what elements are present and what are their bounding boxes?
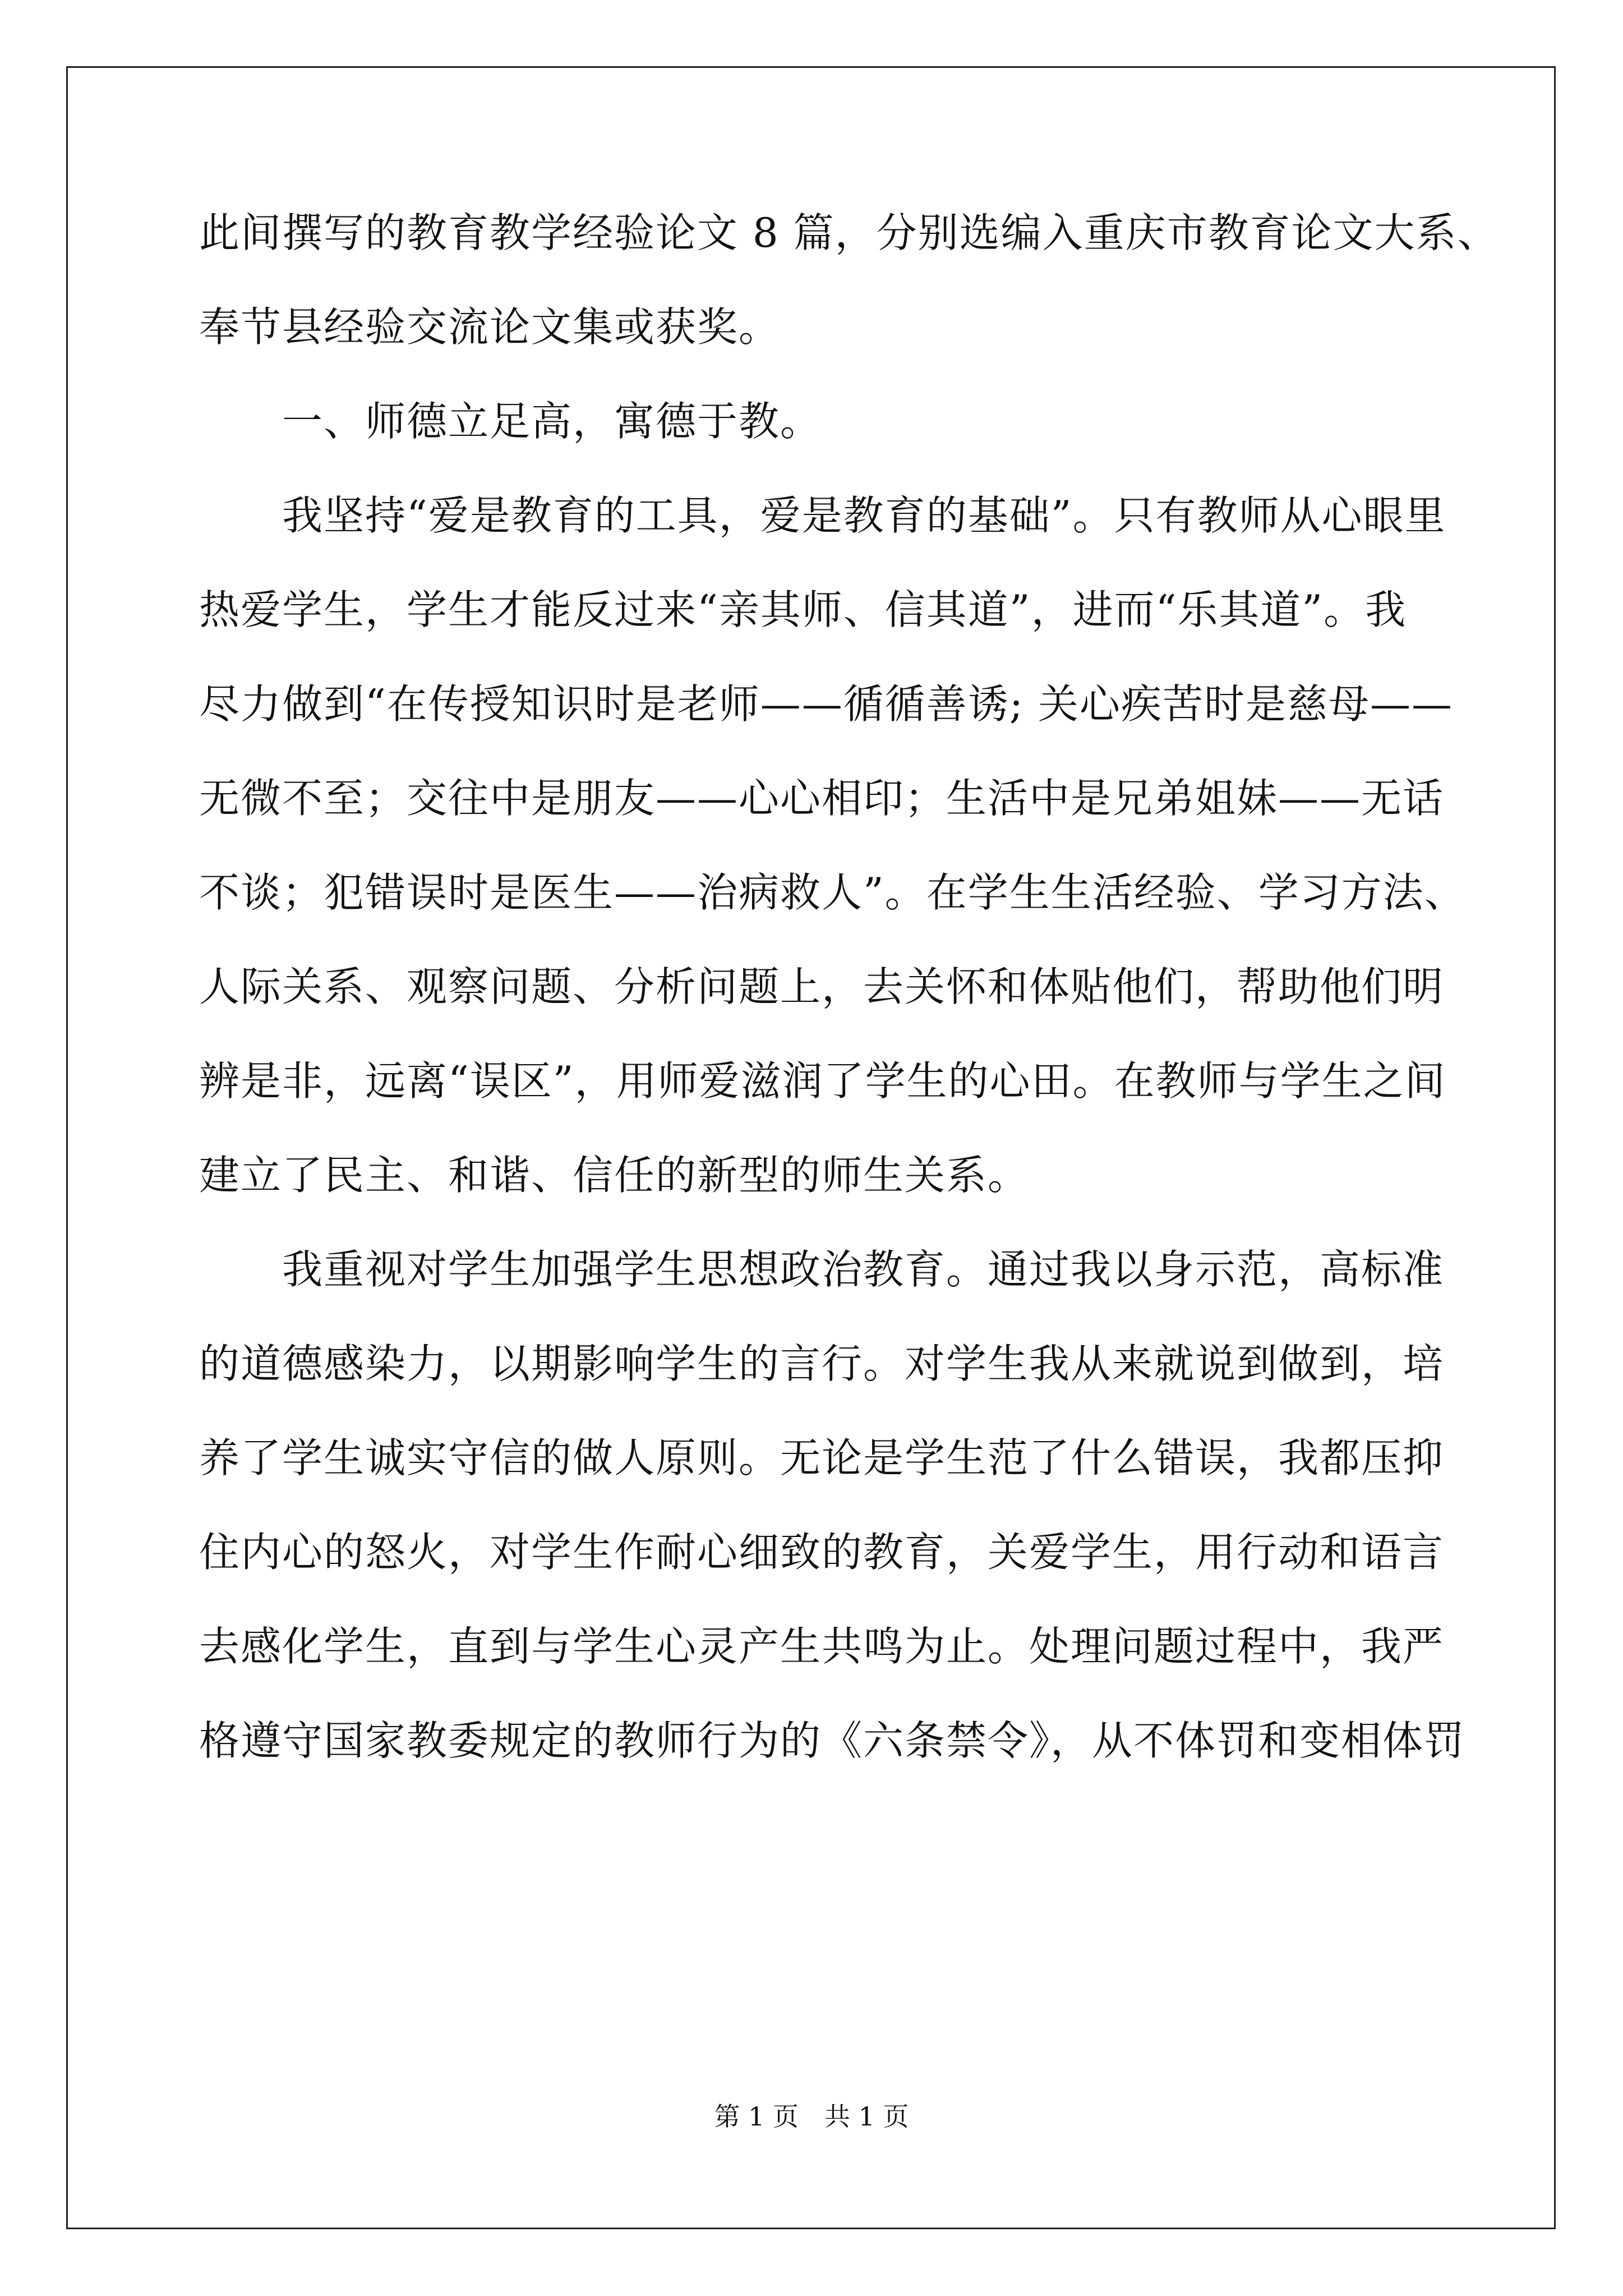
text-line-17: 格遵守国家教委规定的教师行为的《六条禁令》，从不体罚和变相体罚 (199, 1717, 1466, 1764)
text-line-16: 去感化学生，直到与学生心灵产生共鸣为止。处理问题过程中，我严 (199, 1623, 1445, 1670)
document-body (199, 209, 1499, 1812)
text-line-10: 辨是非，远离“误区”，用师爱滋润了学生的心田。在教师与学生之间 (199, 1057, 1446, 1105)
text-line-14: 养了学生诚实守信的做人原则。无论是学生范了什么错误，我都压抑 (199, 1434, 1445, 1481)
text-line-12: 我重视对学生加强学生思想政治教育。通过我以身示范，高标准 (282, 1246, 1445, 1293)
page-number-footer: 第 1 页 共 1 页 (714, 2101, 909, 2132)
text-line-4: 我坚持“爱是教育的工具，爱是教育的基础”。只有教师从心眼里 (282, 492, 1446, 539)
text-line-1: 此间撰写的教育教学经验论文 8 篇，分别选编入重庆市教育论文大系、 (199, 209, 1499, 256)
text-line-5: 热爱学生，学生才能反过来“亲其师、信其道”，进而“乐其道”。我 (199, 586, 1407, 633)
text-line-6: 尽力做到“在传授知识时是老师——循循善诱; 关心疾苦时是慈母—— (199, 680, 1453, 728)
text-line-7: 无微不至；交往中是朋友——心心相印；生活中是兄弟姐妹——无话 (199, 775, 1445, 822)
text-line-11: 建立了民主、和谐、信任的新型的师生关系。 (199, 1152, 1030, 1199)
text-line-13: 的道德感染力，以期影响学生的言行。对学生我从来就说到做到，培 (199, 1340, 1445, 1387)
section-heading: 一、师德立足高，寓德于教。 (282, 398, 822, 445)
text-line-2: 奉节县经验交流论文集或获奖。 (199, 303, 781, 351)
text-line-8: 不谈；犯错误时是医生——治病救人”。在学生生活经验、学习方法、 (199, 869, 1466, 916)
text-line-15: 住内心的怒火，对学生作耐心细致的教育，关爱学生，用行动和语言 (199, 1529, 1445, 1576)
text-line-9: 人际关系、观察问题、分析问题上，去关怀和体贴他们，帮助他们明 (199, 963, 1445, 1010)
